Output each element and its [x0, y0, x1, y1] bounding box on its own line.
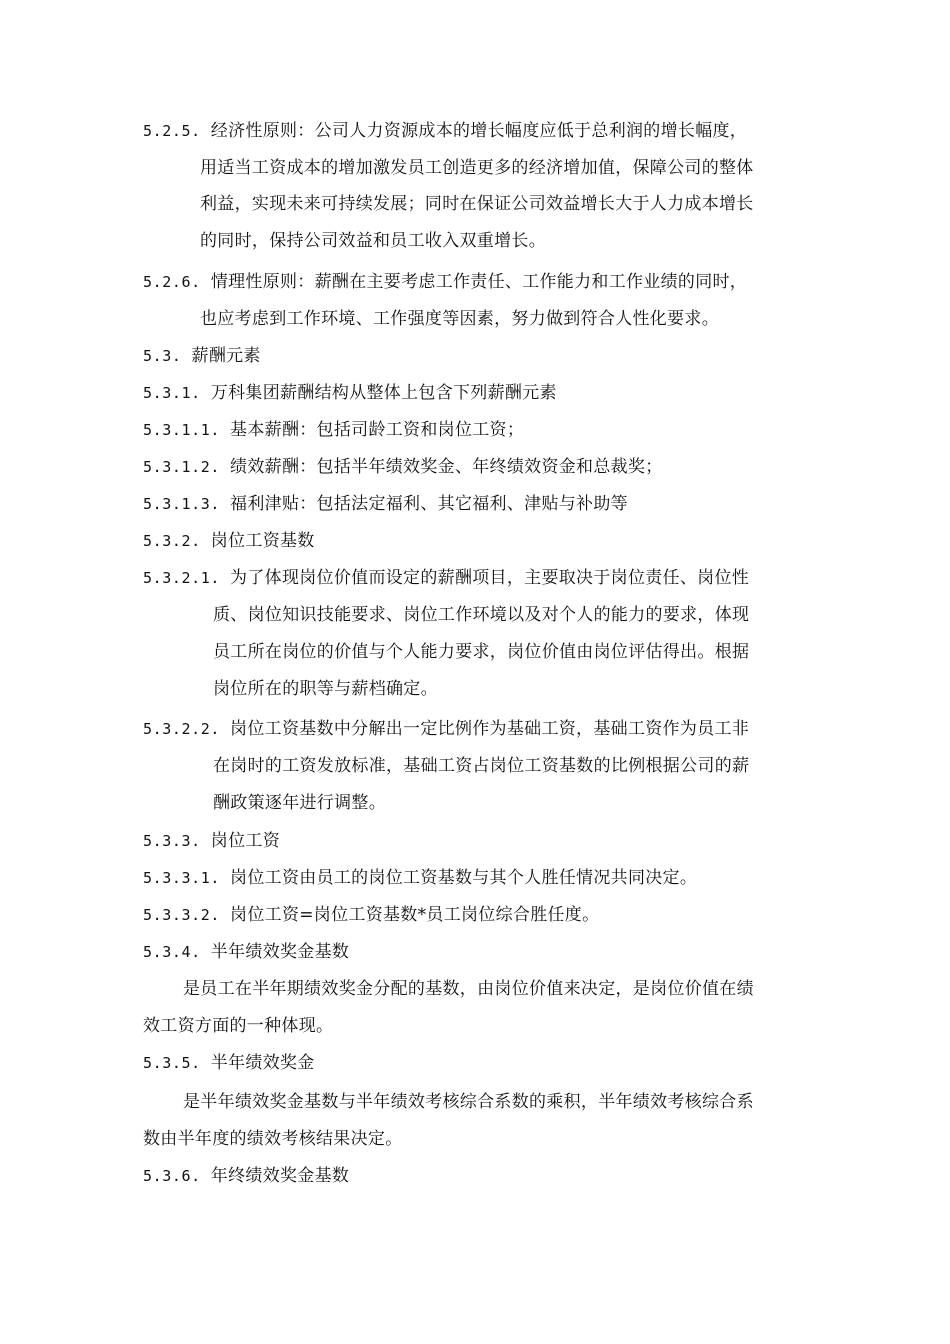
paragraph-text: 数由半年度的绩效考核结果决定。: [143, 1129, 403, 1149]
section-heading: 半年绩效奖金基数: [210, 942, 350, 962]
clause-number: 5.3.2.1.: [143, 569, 221, 587]
clause-text: 福利津贴：包括法定福利、其它福利、津贴与补助等: [230, 494, 628, 514]
clause-5-3-1-3: [143, 492, 628, 516]
continuation-line: [200, 192, 754, 216]
clause-number: 5.2.6.: [143, 273, 201, 291]
section-heading: 岗位工资: [210, 831, 280, 851]
clause-5-3-4: [143, 940, 349, 964]
clause-number: 5.2.5.: [143, 122, 201, 140]
section-heading: 岗位工资基数: [210, 531, 315, 551]
clause-number: 5.3.5.: [143, 1054, 201, 1072]
clause-text: 经济性原则：公司人力资源成本的增长幅度应低于总利润的增长幅度，: [210, 121, 748, 141]
continuation-line: [213, 640, 749, 664]
continuation-line: [213, 754, 749, 778]
clause-5-3-1: [143, 381, 557, 405]
continuation-line: [213, 603, 749, 627]
clause-5-3-1-1: [143, 418, 524, 442]
clause-number: 5.3.2.2.: [143, 720, 221, 738]
clause-5-3-3-2: [143, 903, 599, 927]
clause-5-2-5: [143, 119, 747, 143]
clause-number: 5.3.3.1.: [143, 869, 221, 887]
paragraph-line: [183, 977, 754, 1001]
clause-5-3-6: [143, 1164, 349, 1188]
clause-5-2-6: [143, 270, 747, 294]
clause-text: 也应考虑到工作环境、工作强度等因素，努力做到符合人性化要求。: [200, 309, 719, 329]
section-heading: 半年绩效奖金: [210, 1053, 315, 1073]
paragraph-text: 效工资方面的一种体现。: [143, 1016, 334, 1036]
clause-number: 5.3.3.2.: [143, 906, 221, 924]
continuation-line: [200, 156, 754, 180]
clause-number: 5.3.6.: [143, 1167, 201, 1185]
clause-number: 5.3.1.1.: [143, 421, 221, 439]
clause-text: 岗位工资=岗位工资基数*员工岗位综合胜任度。: [230, 905, 600, 925]
paragraph-text: 是员工在半年期绩效奖金分配的基数，由岗位价值来决定，是岗位价值在绩: [183, 979, 754, 999]
clause-text: 利益，实现未来可持续发展；同时在保证公司效益增长大于人力成本增长: [200, 194, 754, 214]
clause-text: 的同时，保持公司效益和员工收入双重增长。: [200, 231, 546, 251]
clause-number: 5.3.3.: [143, 832, 201, 850]
paragraph-line: [143, 1127, 403, 1151]
continuation-line: [200, 229, 546, 253]
clause-number: 5.3.: [143, 347, 182, 365]
clause-text: 岗位所在的职等与薪档确定。: [213, 679, 438, 699]
clause-text: 基本薪酬：包括司龄工资和岗位工资；: [230, 420, 525, 440]
clause-number: 5.3.1.3.: [143, 495, 221, 513]
clause-text: 为了体现岗位价值而设定的薪酬项目，主要取决于岗位责任、岗位性: [230, 568, 750, 588]
clause-5-3-2-2: [143, 717, 749, 741]
section-heading: 年终绩效奖金基数: [210, 1166, 350, 1186]
clause-text: 用适当工资成本的增加激发员工创造更多的经济增加值，保障公司的整体: [200, 158, 754, 178]
clause-number: 5.3.1.: [143, 384, 201, 402]
continuation-line: [200, 307, 719, 331]
paragraph-line: [143, 1014, 333, 1038]
clause-5-3-2-1: [143, 566, 749, 590]
section-5-3: [143, 344, 261, 368]
clause-number: 5.3.4.: [143, 943, 201, 961]
clause-text: 岗位工资由员工的岗位工资基数与其个人胜任情况共同决定。: [230, 868, 698, 888]
clause-text: 员工所在岗位的价值与个人能力要求，岗位价值由岗位评估得出。根据: [213, 642, 750, 662]
clause-text: 岗位工资基数中分解出一定比例作为基础工资，基础工资作为员工非: [230, 719, 750, 739]
continuation-line: [213, 791, 386, 815]
clause-5-3-1-2: [143, 455, 663, 479]
clause-text: 万科集团薪酬结构从整体上包含下列薪酬元素: [210, 383, 557, 403]
clause-5-3-5: [143, 1051, 315, 1075]
paragraph-text: 是半年绩效奖金基数与半年绩效考核综合系数的乘积，半年绩效考核综合系: [183, 1092, 754, 1112]
clause-5-3-2: [143, 529, 315, 553]
clause-text: 情理性原则：薪酬在主要考虑工作责任、工作能力和工作业绩的同时，: [210, 272, 748, 292]
section-heading: 薪酬元素: [191, 346, 261, 366]
clause-text: 酬政策逐年进行调整。: [213, 793, 386, 813]
clause-text: 绩效薪酬：包括半年绩效奖金、年终绩效资金和总裁奖；: [230, 457, 663, 477]
clause-5-3-3: [143, 829, 280, 853]
clause-5-3-3-1: [143, 866, 697, 890]
paragraph-line: [183, 1090, 754, 1114]
clause-number: 5.3.1.2.: [143, 458, 221, 476]
clause-text: 在岗时的工资发放标准，基础工资占岗位工资基数的比例根据公司的薪: [213, 756, 750, 776]
continuation-line: [213, 677, 438, 701]
clause-text: 质、岗位知识技能要求、岗位工作环境以及对个人的能力的要求，体现: [213, 605, 750, 625]
clause-number: 5.3.2.: [143, 532, 201, 550]
